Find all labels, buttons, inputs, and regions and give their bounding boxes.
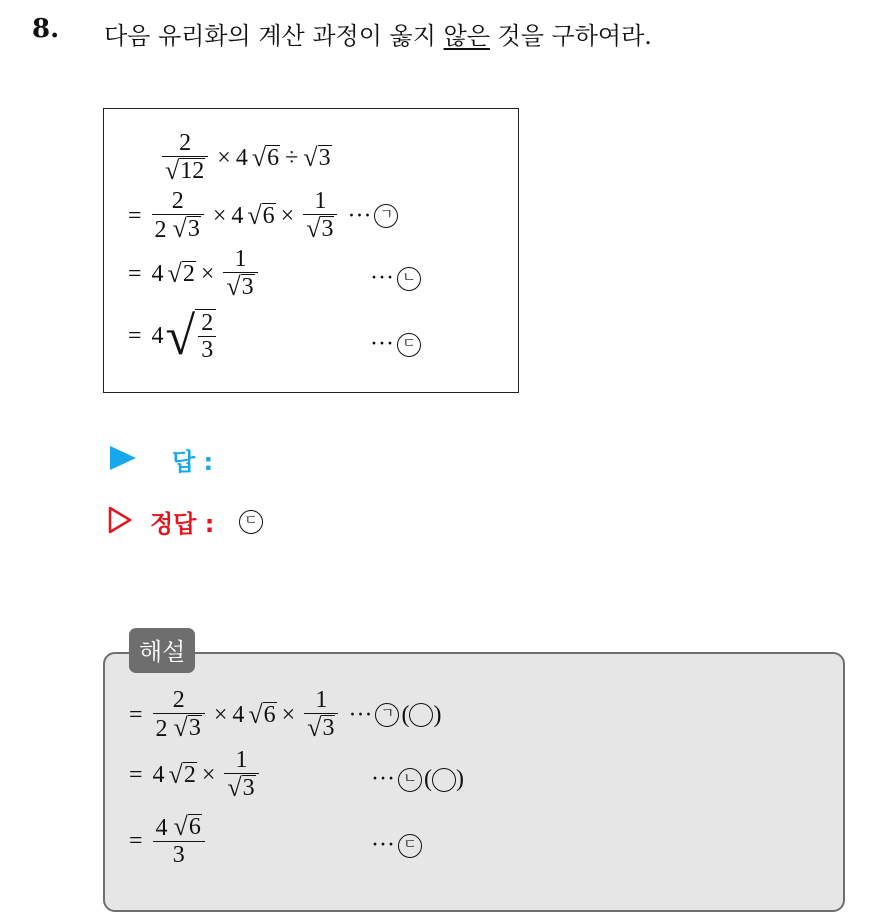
radicand: 3 <box>187 216 200 243</box>
correct-circle-icon <box>409 703 433 727</box>
denominator <box>162 156 208 185</box>
fraction <box>224 748 258 803</box>
problem-line-4-marker <box>370 331 421 358</box>
radicand: 3 <box>322 715 335 742</box>
sqrt: √ 2 <box>167 259 195 289</box>
problem-line-1 <box>158 131 332 186</box>
radicand: 6 <box>263 702 276 729</box>
denominator <box>303 214 337 243</box>
sqrt: √ 3 <box>307 713 335 743</box>
fraction <box>152 189 204 244</box>
radicand: 6 <box>262 203 275 230</box>
equals-sign: = <box>128 260 142 287</box>
problem-line-4 <box>128 306 216 367</box>
fraction <box>153 814 205 869</box>
sqrt: √ $\frac{2}{3}$ <box>166 309 217 363</box>
solution-line-1 <box>129 688 441 743</box>
sqrt: √ 12 <box>165 156 205 186</box>
denominator <box>153 713 205 742</box>
radicand: 6 <box>188 814 201 840</box>
times-sign: × <box>280 202 295 229</box>
coefficient: 2 <box>154 217 167 244</box>
coefficient: 2 <box>155 716 168 743</box>
step-marker-giyeok: ㄱ <box>374 204 398 228</box>
sqrt: √ 2 <box>168 760 196 790</box>
step-marker-digeut: ㄷ <box>398 834 422 858</box>
times-sign: × <box>213 701 228 728</box>
close-paren: ) <box>455 766 464 792</box>
equals-sign: = <box>128 322 142 349</box>
sqrt: √ 6 <box>247 201 275 231</box>
coefficient: 4 <box>151 322 164 349</box>
denominator: 3 <box>198 336 216 363</box>
coefficient: 4 <box>152 761 165 788</box>
solution-line-2 <box>129 748 263 803</box>
correct-circle-icon <box>432 768 456 792</box>
sqrt: √ 6 <box>251 143 280 173</box>
fraction <box>162 131 208 186</box>
coefficient: 4 <box>155 815 168 842</box>
answer-label: 답 : <box>172 448 214 476</box>
fraction <box>153 688 205 743</box>
step-marker-nieun: ㄴ <box>398 768 422 792</box>
times-sign: × <box>217 144 231 171</box>
coefficient: 4 <box>231 202 244 229</box>
radicand: 3 <box>188 715 201 742</box>
sqrt: √ 3 <box>226 272 254 302</box>
ellipsis: ··· <box>371 832 395 858</box>
numerator <box>153 814 205 841</box>
close-paren: ) <box>433 701 442 728</box>
fraction <box>304 688 338 743</box>
denominator <box>152 214 204 243</box>
numerator: 1 <box>314 188 327 214</box>
numerator: 2 <box>172 687 185 713</box>
question-text <box>104 16 652 51</box>
sqrt: √ 3 <box>306 214 334 244</box>
coefficient: 4 <box>235 144 248 171</box>
sqrt: √ 6 <box>248 700 276 730</box>
radicand: 3 <box>242 775 255 802</box>
sqrt: √ 3 <box>173 713 201 743</box>
numerator: 1 <box>234 246 247 272</box>
equals-sign: = <box>129 761 143 788</box>
solution-box <box>103 652 845 912</box>
open-paren: ( <box>423 766 432 792</box>
question-text-before: 다음 유리화의 계산 과정이 옳지 <box>104 22 444 50</box>
question-number: 8. <box>32 14 60 44</box>
coefficient: 4 <box>151 260 164 287</box>
numerator: 2 <box>171 188 184 214</box>
denominator <box>304 713 338 742</box>
open-paren: ( <box>401 701 410 728</box>
question-underlined-word: 않은 <box>443 22 490 50</box>
correct-answer-value <box>236 508 263 535</box>
ellipsis: ··· <box>348 701 373 728</box>
correct-answer-marker: ㄷ <box>239 510 263 534</box>
solution-tag: 해설 <box>129 628 195 673</box>
radicand: 3 <box>241 274 254 301</box>
problem-line-3 <box>128 247 262 302</box>
radicand: 3 <box>321 216 334 243</box>
divide-sign: ÷ <box>285 144 299 171</box>
coefficient: 4 <box>232 701 245 728</box>
sqrt: √ 3 <box>303 143 331 173</box>
denominator <box>223 272 257 301</box>
answer-play-icon <box>110 446 136 470</box>
fraction <box>223 247 257 302</box>
solution-line-3 <box>129 814 209 869</box>
radicand: 3 <box>318 145 331 172</box>
problem-box <box>103 108 519 393</box>
times-sign: × <box>200 260 215 287</box>
problem-line-3-marker <box>370 265 421 292</box>
radicand: 2 <box>182 261 195 288</box>
solution-line-3-marker <box>371 832 422 859</box>
sqrt: √ 3 <box>172 214 200 244</box>
ellipsis: ··· <box>370 265 394 291</box>
equals-sign: = <box>129 701 143 728</box>
equals-sign: = <box>128 202 142 229</box>
fraction <box>303 189 337 244</box>
radicand: 12 <box>180 158 205 185</box>
step-marker-nieun: ㄴ <box>397 267 421 291</box>
times-sign: × <box>212 202 227 229</box>
numerator: 2 <box>201 310 214 336</box>
correct-answer-triangle-icon <box>108 506 132 534</box>
numerator: 1 <box>235 747 248 773</box>
ellipsis: ··· <box>347 202 372 229</box>
denominator: 3 <box>153 841 205 868</box>
question-text-after: 것을 구하여라. <box>489 22 652 50</box>
times-sign: × <box>281 701 296 728</box>
step-marker-digeut: ㄷ <box>397 333 421 357</box>
step-marker-giyeok: ㄱ <box>375 703 399 727</box>
ellipsis: ··· <box>370 331 394 357</box>
fraction <box>198 311 216 363</box>
solution-line-2-marker <box>371 766 464 793</box>
radicand: 2 <box>183 762 196 789</box>
times-sign: × <box>201 761 216 788</box>
denominator <box>224 773 258 802</box>
sqrt: √ 3 <box>227 773 255 803</box>
numerator: 1 <box>315 687 328 713</box>
correct-answer-label: 정답 : <box>150 510 215 538</box>
equals-sign: = <box>129 827 143 854</box>
problem-line-2 <box>128 189 398 244</box>
numerator: 2 <box>179 130 192 156</box>
radicand: 6 <box>267 145 280 172</box>
ellipsis: ··· <box>371 766 395 792</box>
sqrt: √ 6 <box>173 812 201 842</box>
